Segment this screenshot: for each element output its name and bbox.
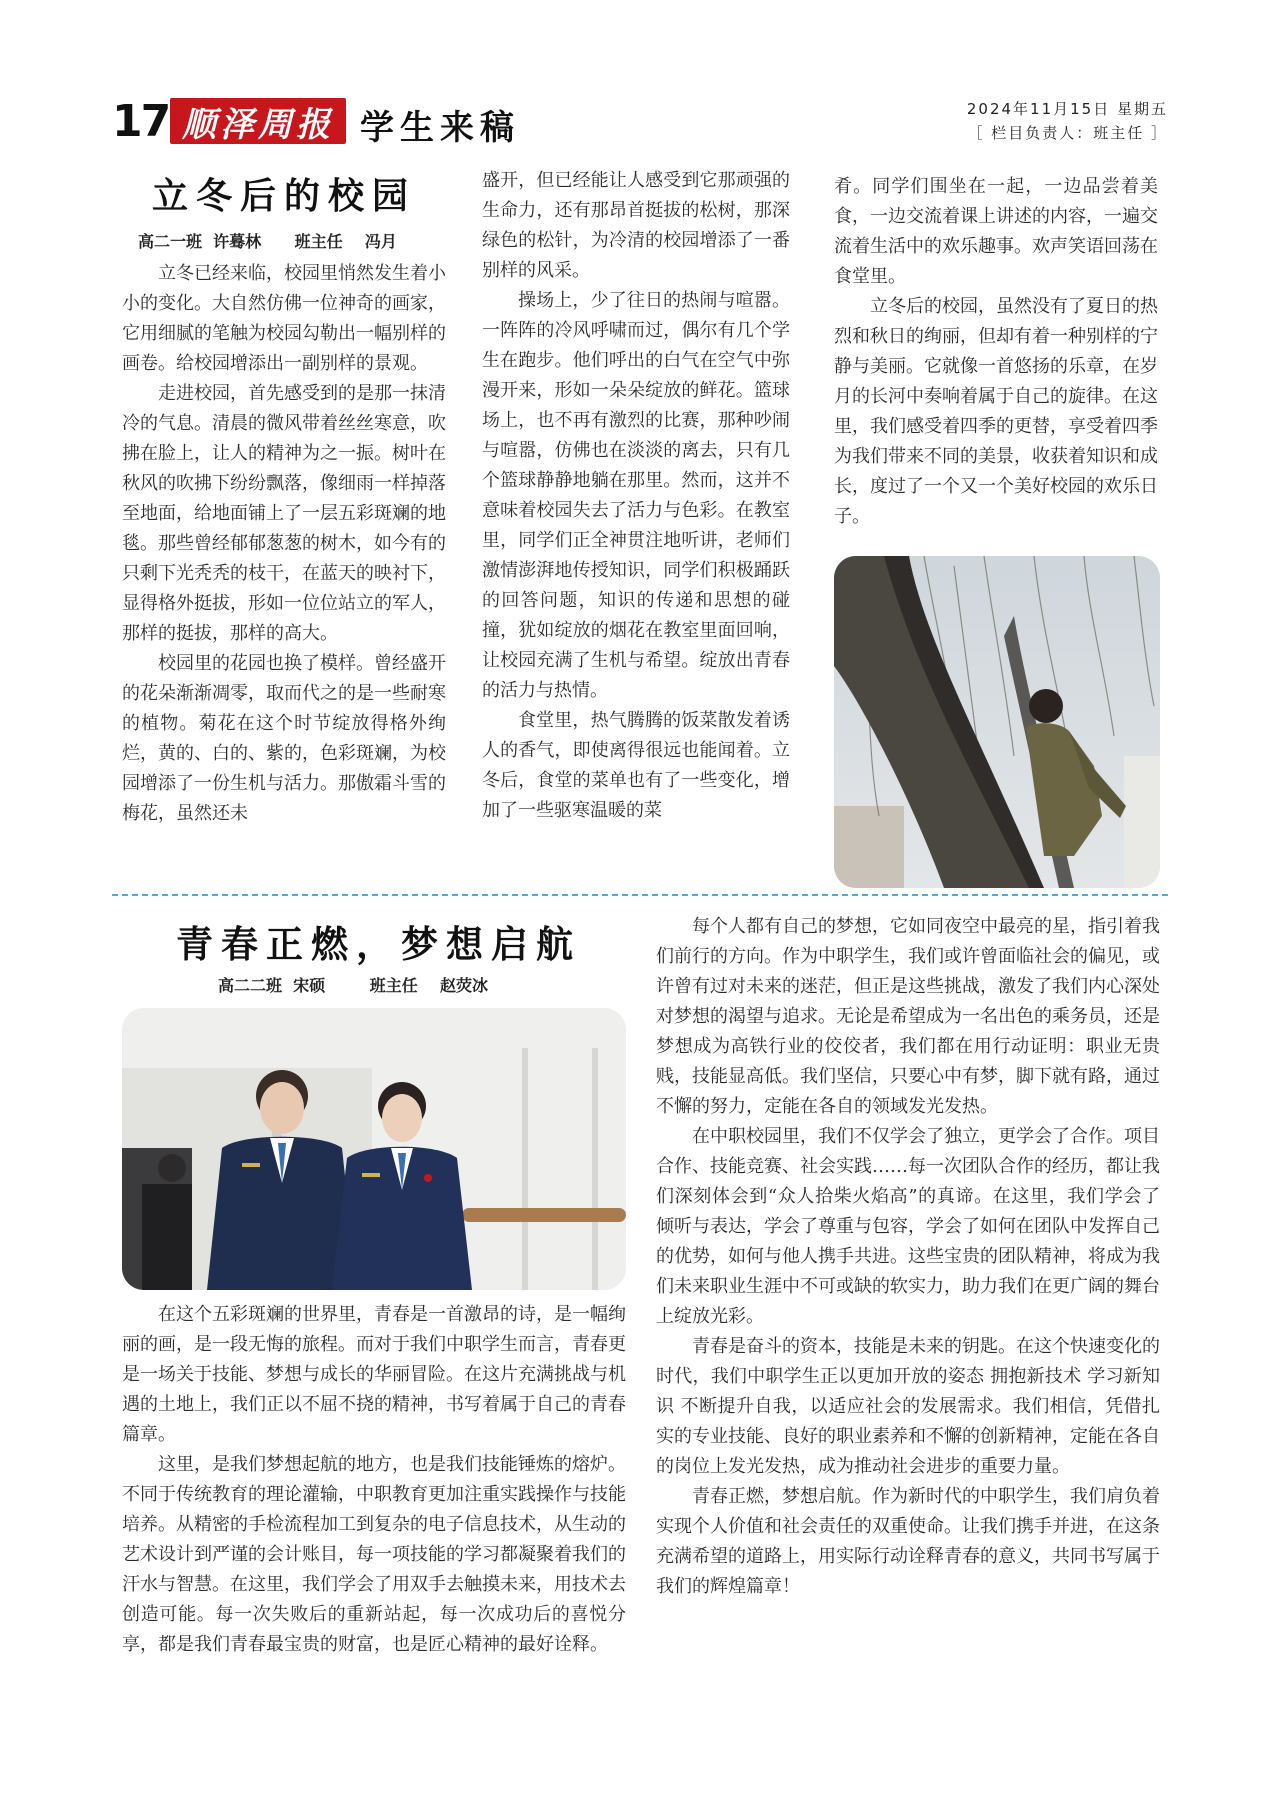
article2-column-2	[656, 912, 1160, 1702]
article2-title: 青春正燃，梦想启航	[176, 923, 581, 966]
article1-column-1	[122, 259, 446, 889]
photo-campus-tree	[834, 556, 1160, 888]
page-number: 17	[112, 96, 170, 147]
paragraph: 立冬后的校园，虽然没有了夏日的热烈和秋日的绚丽，但却有着一种别样的宁静与美丽。它就像一首悠扬的乐章，在岁月的长河中奏响着属于自己的旋律。在这里，我们感受着四季的更替，享受着四季为我们带来不同的美景，收获着知识和成长，度过了一个又一个美好校园的欢乐日子。	[834, 296, 1158, 527]
paragraph: 操场上，少了往日的热闹与喧嚣。一阵阵的冷风呼啸而过，偶尔有几个学生在跑步。他们呼出的白气在空气中弥漫开来，形如一朵朵绽放的鲜花。篮球场上，也不再有激烈的比赛，那种吵闹与喧嚣，仿佛也在淡淡的离去，只有几个篮球静静地躺在那里。然而，这并不意味着校园失去了活力与色彩。在教室里，同学们正全神贯注地听讲，老师们激情澎湃地传授知识，同学们积极踊跃的回答问题，知识的传递和思想的碰撞，犹如绽放的烟花在教室里面回响，让校园充满了生机与希望。绽放出青春的活力与热情。	[482, 290, 790, 701]
article1-byline: 高二一班 许蓦林 班主任 冯月	[138, 232, 397, 251]
paragraph: 青春正燃，梦想启航。作为新时代的中职学生，我们肩负着实现个人价值和社会责任的双重使命。让我们携手并进，在这条充满希望的道路上，用实际行动诠释青春的意义，共同书写属于我们的辉煌篇章！	[656, 1486, 1160, 1597]
article1-column-2	[482, 166, 790, 889]
photo-students-uniform	[122, 1008, 626, 1290]
issue-date: 2024年11月15日 星期五	[966, 100, 1168, 118]
newspaper-name: 顺泽周报	[182, 104, 334, 145]
article1-title: 立冬后的校园	[152, 176, 417, 217]
paragraph: 走进校园，首先感受到的是那一抹清冷的气息。清晨的微风带着丝丝寒意，吹拂在脸上，让人的精神为之一振。树叶在秋风的吹拂下纷纷飘落，像细雨一样掉落至地面，给地面铺上了一层五彩斑斓的地毯。那些曾经郁郁葱葱的树木，如今有的只剩下光秃秃的枝干，在蓝天的映衬下，显得格外挺拔，形如一位位站立的军人，那样的挺拔，那样的高大。	[122, 383, 446, 644]
paragraph: 在中职校园里，我们不仅学会了独立，更学会了合作。项目合作、技能竞赛、社会实践……每一次团队合作的经历，都让我们深刻体会到“众人拾柴火焰高”的真谛。在这里，我们学会了倾听与表达，学会了尊重与包容，学会了如何在团队中发挥自己的优势，如何与他人携手共进。这些宝贵的团队精神，将成为我们未来职业生涯中不可或缺的软实力，助力我们在更广阔的舞台上绽放光彩。	[656, 1126, 1160, 1327]
paragraph: 每个人都有自己的梦想，它如同夜空中最亮的星，指引着我们前行的方向。作为中职学生，我们或许曾面临社会的偏见，或许曾有过对未来的迷茫，但正是这些挑战，激发了我们内心深处对梦想的渴望与追求。无论是希望成为一名出色的乘务员，还是梦想成为高铁行业的佼佼者，我们都在用行动证明：职业无贵贱，技能显高低。我们坚信，只要心中有梦，脚下就有路，通过不懈的努力，定能在各自的领域发光发热。	[656, 916, 1160, 1117]
article2-column-1	[122, 1300, 626, 1702]
paragraph: 青春是奋斗的资本，技能是未来的钥匙。在这个快速变化的时代，我们中职学生正以更加开放的姿态 拥抱新技术 学习新知识 不断提升自我，以适应社会的发展需求。我们相信，凭借扎实的专业技能、良好的职业素养和不懈的创新精神，定能在各自的岗位上发光发热，成为推动社会进步的重要力量。	[656, 1336, 1160, 1477]
section-title: 学生来稿	[360, 108, 520, 148]
column-editor: ［ 栏目负责人：班主任 ］	[967, 124, 1168, 142]
students-photo-illustration	[122, 1008, 626, 1290]
paragraph: 立冬已经来临，校园里悄然发生着小小的变化。大自然仿佛一位神奇的画家，它用细腻的笔触为校园勾勒出一幅别样的画卷。给校园增添出一副别样的景观。	[122, 263, 446, 374]
paragraph: 校园里的花园也换了模样。曾经盛开的花朵渐渐凋零，取而代之的是一些耐寒的植物。菊花在这个时节绽放得格外绚烂，黄的、白的、紫的，色彩斑斓，为校园增添了一份生机与活力。那傲霜斗雪的梅花，虽然还未	[122, 653, 446, 824]
newspaper-logo	[170, 98, 346, 144]
section-divider	[112, 894, 1168, 896]
paragraph: 盛开，但已经能让人感受到它那顽强的生命力，还有那昂首挺拔的松树，那深绿色的松针，为冷清的校园增添了一番别样的风采。	[482, 170, 790, 281]
paragraph: 肴。同学们围坐在一起，一边品尝着美食，一边交流着课上讲述的内容，一遍交流着生活中的欢乐趣事。欢声笑语回荡在食堂里。	[834, 176, 1158, 287]
article2-byline: 高二二班 宋硕 班主任 赵荧冰	[218, 976, 488, 995]
paragraph: 这里，是我们梦想起航的地方，也是我们技能锤炼的熔炉。不同于传统教育的理论灌输，中职教育更加注重实践操作与技能培养。从精密的手检流程加工到复杂的电子信息技术，从生动的艺术设计到严谨的会计账目，每一项技能的学习都凝聚着我们的汗水与智慧。在这里，我们学会了用双手去触摸未来，用技术去创造可能。每一次失败后的重新站起，每一次成功后的喜悦分享，都是我们青春最宝贵的财富，也是匠心精神的最好诠释。	[122, 1454, 626, 1655]
paragraph: 在这个五彩斑斓的世界里，青春是一首激昂的诗，是一幅绚丽的画，是一段无悔的旅程。而对于我们中职学生而言，青春更是一场关于技能、梦想与成长的华丽冒险。在这片充满挑战与机遇的土地上，我们正以不屈不挠的精神，书写着属于自己的青春篇章。	[122, 1304, 626, 1445]
tree-photo-illustration	[834, 556, 1160, 888]
article1-column-3	[834, 172, 1158, 542]
masthead	[112, 94, 1168, 150]
paragraph: 食堂里，热气腾腾的饭菜散发着诱人的香气，即使离得很远也能闻着。立冬后，食堂的菜单也有了一些变化，增加了一些驱寒温暖的菜	[482, 710, 790, 821]
